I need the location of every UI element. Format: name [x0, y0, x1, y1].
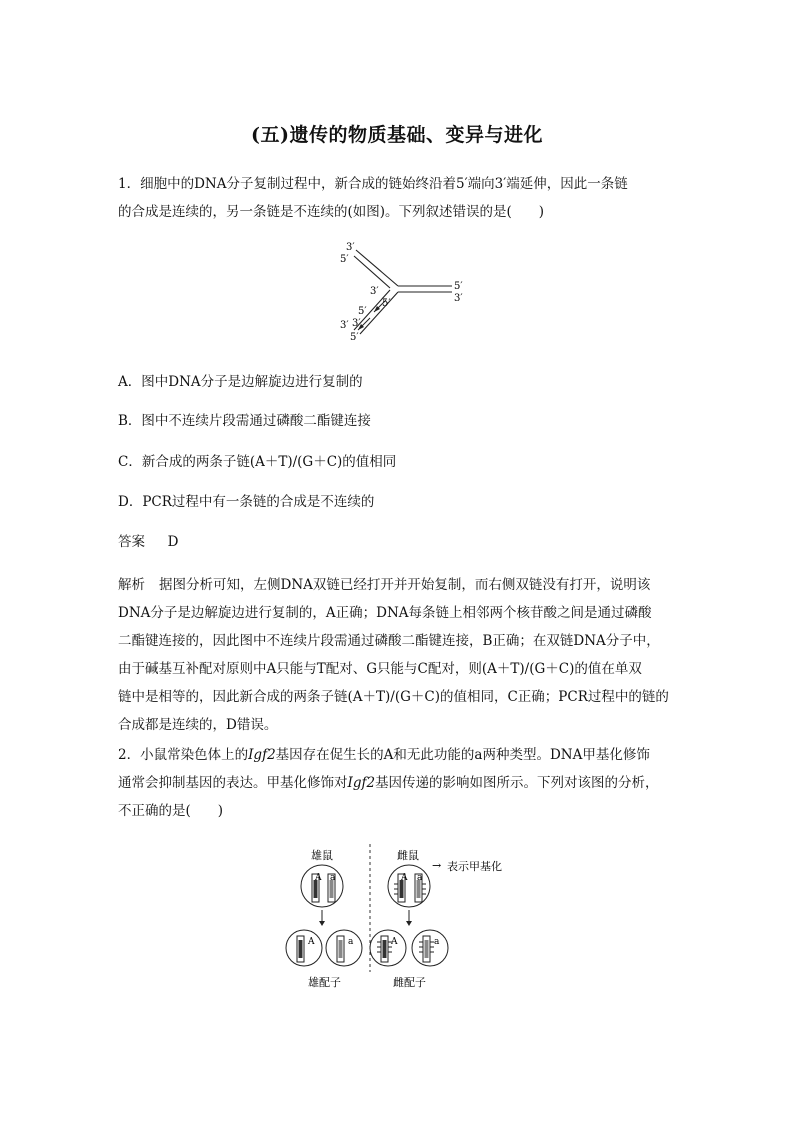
answer-label: 答案 [118, 534, 145, 550]
analysis-line-2: DNA分子是边解旋边进行复制的，A正确；DNA每条链上相邻两个核苷酸之间是通过磷酸 [118, 605, 652, 621]
svg-text:a: a [417, 873, 423, 883]
question-1-line-1: 1．细胞中的DNA分子复制过程中，新合成的链始终沿着5′端向3′端延伸，因此一条链 [118, 176, 628, 192]
female-gamete-label: 雌配子 [393, 976, 426, 989]
female-label: 雌鼠 [397, 849, 419, 862]
answer [118, 530, 178, 550]
male-gamete-label: 雄配子 [308, 976, 341, 989]
question-2-line-2: 通常会抑制基因的表达。甲基化修饰对Igf2基因传递的影响如图所示。下列对该图的分析， [118, 775, 659, 791]
replication-fork-figure [330, 238, 480, 346]
methylation-figure [284, 840, 524, 990]
question-2-stem [118, 741, 688, 825]
svg-text:→: → [432, 859, 442, 872]
label-right-5: 5′ [454, 281, 463, 292]
option-a: A．图中DNA分子是边解旋边进行复制的 [118, 374, 363, 390]
label-top-5: 5′ [340, 254, 349, 265]
male-label: 雄鼠 [311, 849, 333, 862]
svg-text:A: A [308, 937, 315, 947]
analysis-line-1: 解析 据图分析可知，左侧DNA双链已经打开并开始复制，而右侧双链没有打开，说明该 [118, 577, 651, 593]
option-d: D．PCR过程中有一条链的合成是不连续的 [118, 494, 375, 510]
label-right-3: 3′ [454, 293, 463, 304]
label-top-3: 3′ [346, 242, 355, 253]
option-c: C．新合成的两条子链(A＋T)/(G＋C)的值相同 [118, 454, 397, 470]
label-low-3b: 3′ [340, 320, 349, 331]
answer-value: D [167, 534, 179, 550]
svg-text:a: a [348, 937, 354, 947]
label-low-5: 5′ [358, 306, 367, 317]
question-1-line-2: 的合成是连续的，另一条链是不连续的(如图)。下列叙述错误的是( ) [118, 204, 545, 220]
analysis-line-4: 由于碱基互补配对原则中A只能与T配对、G只能与C配对，则(A＋T)/(G＋C)的值在单双 [118, 661, 642, 677]
label-mid-3: 3′ [370, 286, 379, 297]
label-mid-5: 5′ [382, 298, 391, 309]
svg-text:A: A [401, 873, 408, 883]
page-title: (五)遗传的物质基础、变异与进化 [251, 124, 543, 146]
analysis [118, 571, 688, 739]
option-b: B．图中不连续片段需通过磷酸二酯键连接 [118, 413, 371, 429]
svg-text:a: a [434, 937, 440, 947]
question-2-line-1: 2．小鼠常染色体上的Igf2基因存在促生长的A和无此功能的a两种类型。DNA甲基化修饰 [118, 747, 650, 763]
analysis-line-5: 链中是相等的，因此新合成的两条子链(A＋T)/(G＋C)的值相同，C正确；PCR过程中的链的 [118, 689, 669, 705]
svg-text:A: A [315, 873, 322, 883]
svg-text:A: A [391, 937, 398, 947]
question-2-line-3: 不正确的是( ) [118, 803, 224, 819]
gene-name: Igf2 [248, 747, 276, 763]
methyl-note: 表示甲基化 [447, 860, 502, 873]
question-1-stem [118, 170, 688, 226]
analysis-label: 解析 [118, 577, 145, 593]
gene-name: Igf2 [347, 775, 376, 791]
label-low-5b: 5′ [350, 332, 359, 343]
svg-text:a: a [330, 873, 336, 883]
analysis-line-3: 二酯键连接的，因此图中不连续片段需通过磷酸二酯键连接，B正确；在双链DNA分子中， [118, 633, 660, 649]
analysis-line-6: 合成都是连续的，D错误。 [118, 717, 278, 733]
label-low-3a: 3′ [352, 318, 361, 329]
